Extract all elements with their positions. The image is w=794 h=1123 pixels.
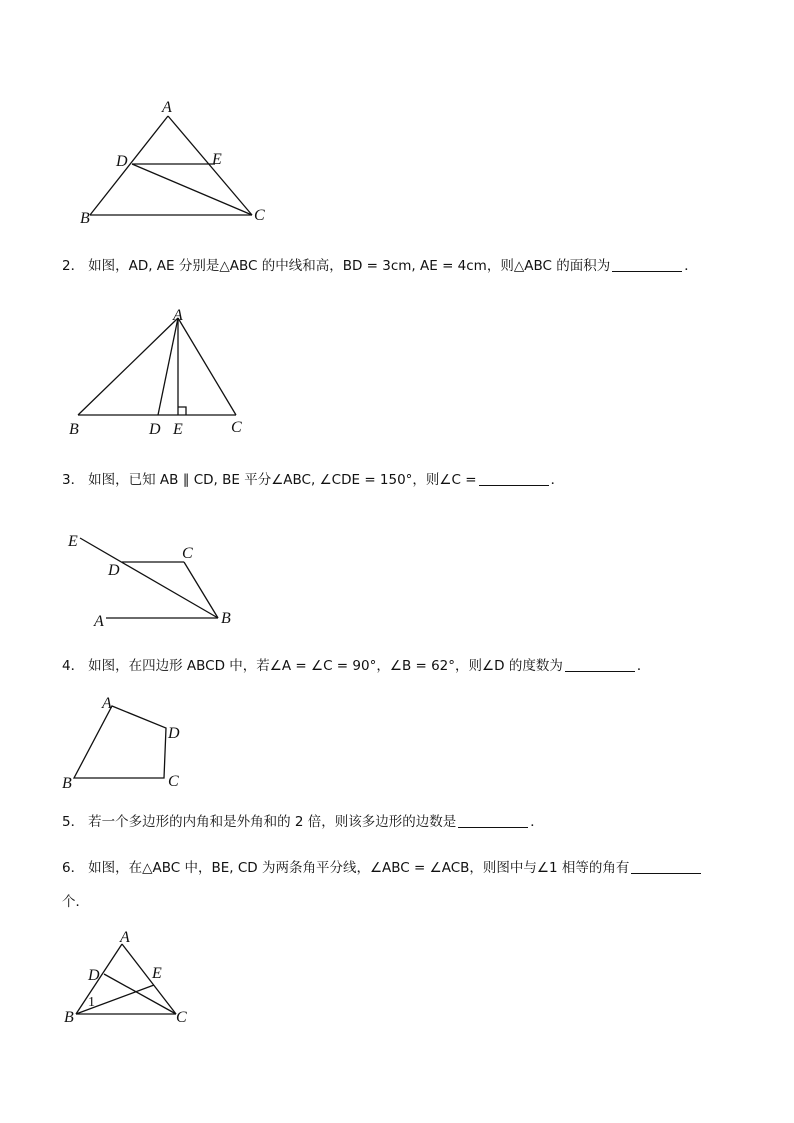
label-D: D xyxy=(108,562,120,579)
question-3 xyxy=(62,470,564,490)
label-A: A xyxy=(120,929,130,946)
label-C: C xyxy=(231,419,242,436)
label-C: C xyxy=(168,773,179,790)
label-C: C xyxy=(176,1009,187,1026)
figure-1-drawing xyxy=(80,98,280,228)
figure-3 xyxy=(66,530,266,640)
label-D: D xyxy=(149,421,161,438)
question-text: 若一个多边形的内角和是外角和的 2 倍，则该多边形的边数是 xyxy=(88,814,457,830)
label-A: A xyxy=(102,695,112,712)
answer-blank[interactable] xyxy=(631,859,701,874)
question-number: 2． xyxy=(62,258,85,274)
figure-1 xyxy=(80,98,280,228)
question-2 xyxy=(62,256,698,276)
label-E: E xyxy=(173,421,183,438)
label-A: A xyxy=(173,307,183,324)
label-D: D xyxy=(168,725,180,742)
label-C: C xyxy=(254,207,265,224)
question-text-continued: 个． xyxy=(62,894,89,910)
question-number: 5． xyxy=(62,814,85,830)
question-4 xyxy=(62,656,650,676)
label-A: A xyxy=(94,613,104,630)
label-B: B xyxy=(69,421,79,438)
label-E: E xyxy=(212,151,222,168)
label-C: C xyxy=(182,545,193,562)
answer-blank[interactable] xyxy=(479,471,549,486)
question-number: 3． xyxy=(62,472,85,488)
label-B: B xyxy=(62,775,72,792)
question-text: 如图，AD, AE 分别是△ABC 的中线和高，BD = 3cm, AE = 4cm，则△ABC 的面积为 xyxy=(88,258,611,274)
question-5 xyxy=(62,812,544,832)
label-angle-1: 1 xyxy=(88,995,95,1010)
figure-6-drawing xyxy=(60,926,200,1031)
question-end: ． xyxy=(530,814,544,830)
label-B: B xyxy=(80,210,90,227)
answer-blank[interactable] xyxy=(612,257,682,272)
figure-4 xyxy=(60,690,200,795)
question-6 xyxy=(62,858,703,878)
figure-6 xyxy=(60,926,200,1031)
label-D: D xyxy=(116,153,128,170)
question-text: 如图，在△ABC 中，BE, CD 为两条角平分线，∠ABC = ∠ACB，则图中与∠1 相等的角有 xyxy=(88,860,630,876)
question-end: ． xyxy=(636,658,651,674)
question-number: 4． xyxy=(62,658,85,674)
question-6-line-2 xyxy=(62,892,89,912)
question-end: ． xyxy=(550,472,565,488)
figure-2-drawing xyxy=(66,308,266,438)
figure-2 xyxy=(66,308,266,438)
label-B: B xyxy=(64,1009,74,1026)
question-end: ． xyxy=(684,258,698,274)
figure-3-drawing xyxy=(66,530,266,640)
label-E: E xyxy=(152,965,162,982)
label-E: E xyxy=(68,533,78,550)
answer-blank[interactable] xyxy=(458,813,528,828)
answer-blank[interactable] xyxy=(565,657,635,672)
figure-4-drawing xyxy=(60,690,200,795)
label-A: A xyxy=(162,99,172,116)
question-text: 如图，在四边形 ABCD 中，若∠A = ∠C = 90°，∠B = 62°，则∠D 的度数为 xyxy=(88,658,563,674)
question-text: 如图，已知 AB ∥ CD, BE 平分∠ABC, ∠CDE = 150°，则∠C = xyxy=(88,472,477,488)
label-B: B xyxy=(221,610,231,627)
label-D: D xyxy=(88,967,100,984)
question-number: 6． xyxy=(62,860,85,876)
